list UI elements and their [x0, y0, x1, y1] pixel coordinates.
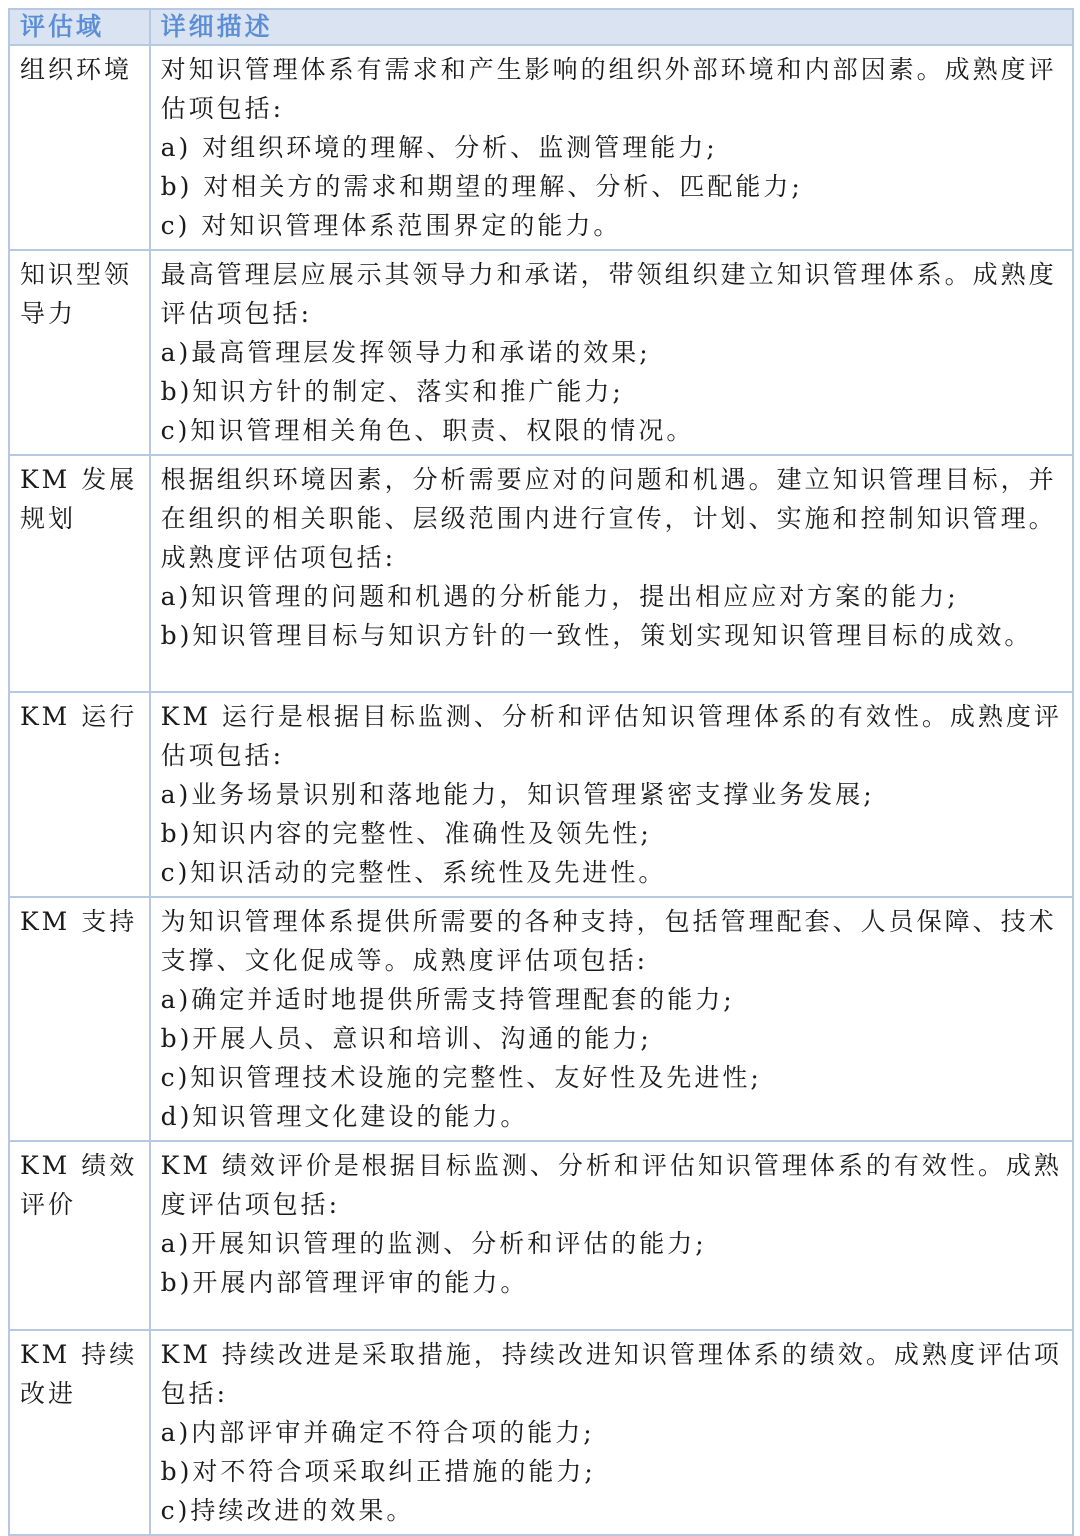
- description-cell: [150, 1141, 1073, 1330]
- assessment-item: b)知识管理目标与知识方针的一致性，策划实现知识管理目标的成效。: [160, 621, 1033, 650]
- assessment-item: b)开展内部管理评审的能力。: [160, 1268, 529, 1297]
- description-intro: KM 持续改进是采取措施，持续改进知识管理体系的绩效。成熟度评估项包括:: [160, 1340, 1062, 1408]
- table-header-row: [9, 9, 1073, 45]
- description-cell: [150, 250, 1073, 455]
- assessment-item: b)知识内容的完整性、准确性及领先性;: [160, 819, 652, 848]
- assessment-item: c) 对知识管理体系范围界定的能力。: [160, 211, 622, 240]
- assessment-item: c)知识管理相关角色、职责、权限的情况。: [160, 416, 695, 445]
- domain-cell: 知识型领导力: [9, 250, 150, 455]
- domain-cell: KM 发展规划: [9, 455, 150, 692]
- assessment-item: a)确定并适时地提供所需支持管理配套的能力;: [160, 985, 735, 1014]
- table-row: [9, 897, 1073, 1141]
- description-cell: [150, 1330, 1073, 1535]
- description-cell: [150, 45, 1073, 250]
- description-intro: KM 运行是根据目标监测、分析和评估知识管理体系的有效性。成熟度评估项包括:: [160, 702, 1062, 770]
- description-intro: 为知识管理体系提供所需要的各种支持，包括管理配套、人员保障、技术支撑、文化促成等。成熟度评估项包括:: [160, 907, 1057, 975]
- table-row: [9, 45, 1073, 250]
- description-intro: KM 绩效评价是根据目标监测、分析和评估知识管理体系的有效性。成熟度评估项包括:: [160, 1151, 1062, 1219]
- domain-cell: KM 绩效评价: [9, 1141, 150, 1330]
- assessment-item: c)知识活动的完整性、系统性及先进性。: [160, 858, 667, 887]
- assessment-item: a) 对组织环境的理解、分析、监测管理能力;: [160, 133, 718, 162]
- domain-cell: 组织环境: [9, 45, 150, 250]
- table-row: [9, 250, 1073, 455]
- assessment-item: a)内部评审并确定不符合项的能力;: [160, 1418, 595, 1447]
- assessment-item: a)业务场景识别和落地能力，知识管理紧密支撑业务发展;: [160, 780, 875, 809]
- assessment-item: d)知识管理文化建设的能力。: [160, 1102, 529, 1131]
- assessment-item: c)持续改进的效果。: [160, 1496, 415, 1525]
- table-row: [9, 1141, 1073, 1330]
- table-row: [9, 455, 1073, 692]
- domain-cell: KM 支持: [9, 897, 150, 1141]
- assessment-item: a)开展知识管理的监测、分析和评估的能力;: [160, 1229, 707, 1258]
- description-intro: 对知识管理体系有需求和产生影响的组织外部环境和内部因素。成熟度评估项包括:: [160, 55, 1057, 123]
- description-cell: [150, 897, 1073, 1141]
- description-cell: [150, 692, 1073, 897]
- domain-cell: KM 持续改进: [9, 1330, 150, 1535]
- km-maturity-table: [8, 8, 1074, 1536]
- assessment-item: b)开展人员、意识和培训、沟通的能力;: [160, 1024, 652, 1053]
- assessment-item: b)知识方针的制定、落实和推广能力;: [160, 377, 624, 406]
- assessment-item: a)最高管理层发挥领导力和承诺的效果;: [160, 338, 651, 367]
- assessment-item: a)知识管理的问题和机遇的分析能力，提出相应应对方案的能力;: [160, 582, 959, 611]
- domain-cell: KM 运行: [9, 692, 150, 897]
- description-intro: 最高管理层应展示其领导力和承诺，带领组织建立知识管理体系。成熟度评估项包括:: [160, 260, 1057, 328]
- table-row: [9, 1330, 1073, 1535]
- document-page: [8, 8, 1074, 1525]
- table-row: [9, 692, 1073, 897]
- header-domain: 评估域: [9, 9, 150, 45]
- assessment-item: b) 对相关方的需求和期望的理解、分析、匹配能力;: [160, 172, 803, 201]
- description-cell: [150, 455, 1073, 692]
- header-description: 详细描述: [150, 9, 1073, 45]
- description-intro: 根据组织环境因素，分析需要应对的问题和机遇。建立知识管理目标，并在组织的相关职能、层级范围内进行宣传，计划、实施和控制知识管理。成熟度评估项包括:: [160, 465, 1057, 572]
- assessment-item: c)知识管理技术设施的完整性、友好性及先进性;: [160, 1063, 762, 1092]
- assessment-item: b)对不符合项采取纠正措施的能力;: [160, 1457, 596, 1486]
